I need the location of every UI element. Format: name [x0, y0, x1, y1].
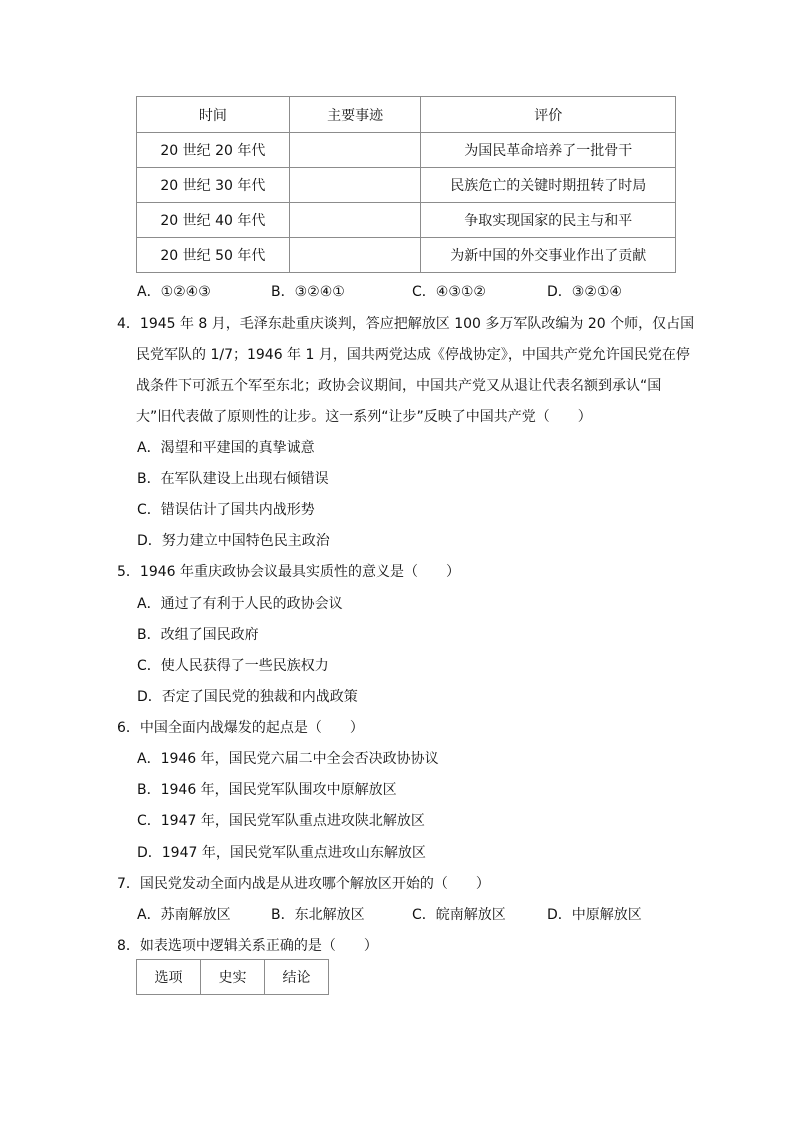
q6-option-b[interactable]: B．1946 年，国民党军队围攻中原解放区: [137, 782, 397, 798]
table-row: [137, 168, 676, 203]
table-header-row: [137, 960, 329, 995]
header-time: 时间: [137, 97, 290, 133]
q4-option-b[interactable]: B．在军队建设上出现右倾错误: [137, 471, 329, 487]
q5-stem: 5．1946 年重庆政协会议最具实质性的意义是（ ）: [117, 564, 460, 580]
q3-option-a[interactable]: A．①②④③: [137, 284, 211, 300]
q3-option-b[interactable]: B．③②④①: [271, 284, 345, 300]
cell-deeds: [289, 203, 421, 238]
cell-evaluation: 争取实现国家的民主与和平: [421, 203, 676, 238]
cell-evaluation: 为国民革命培养了一批骨干: [421, 133, 676, 168]
header-conclusion: 结论: [265, 960, 329, 995]
cell-evaluation: 民族危亡的关键时期扭转了时局: [421, 168, 676, 203]
q4-stem-line-1: 4．1945 年 8 月，毛泽东赴重庆谈判，答应把解放区 100 多万军队改编为 20 个师，仅占国: [117, 316, 695, 332]
header-evaluation: 评价: [421, 97, 676, 133]
q8-stem: 8．如表选项中逻辑关系正确的是（ ）: [117, 938, 378, 954]
q4-stem-line-2: 民党军队的 1/7；1946 年 1 月，国共两党达成《停战协定》，中国共产党允许国民党在停: [136, 347, 690, 363]
q6-stem: 6．中国全面内战爆发的起点是（ ）: [117, 720, 364, 736]
q3-option-d[interactable]: D．③②①④: [547, 284, 622, 300]
cell-time: 20 世纪 30 年代: [137, 168, 290, 203]
q5-option-d[interactable]: D．否定了国民党的独裁和内战政策: [137, 689, 358, 705]
q7-option-b[interactable]: B．东北解放区: [271, 907, 365, 923]
q5-option-a[interactable]: A．通过了有利于人民的政协会议: [137, 596, 343, 612]
q7-option-a[interactable]: A．苏南解放区: [137, 907, 231, 923]
cell-deeds: [289, 168, 421, 203]
q7-stem: 7．国民党发动全面内战是从进攻哪个解放区开始的（ ）: [117, 876, 490, 892]
header-fact: 史实: [201, 960, 265, 995]
cell-time: 20 世纪 40 年代: [137, 203, 290, 238]
q4-option-a[interactable]: A．渴望和平建国的真挚诚意: [137, 440, 315, 456]
q6-option-a[interactable]: A．1946 年，国民党六届二中全会否决政协协议: [137, 751, 439, 767]
cell-evaluation: 为新中国的外交事业作出了贡献: [421, 238, 676, 273]
q6-option-d[interactable]: D．1947 年，国民党军队重点进攻山东解放区: [137, 845, 426, 861]
q4-stem-line-3: 战条件下可派五个军至东北；政协会议期间，中国共产党又从退让代表名额到承认“国: [136, 378, 662, 394]
q8-table: [136, 959, 329, 995]
q5-option-b[interactable]: B．改组了国民政府: [137, 627, 259, 643]
cell-time: 20 世纪 50 年代: [137, 238, 290, 273]
table-row: [137, 203, 676, 238]
cell-deeds: [289, 238, 421, 273]
table-row: [137, 133, 676, 168]
table-row: [137, 238, 676, 273]
q4-option-c[interactable]: C．错误估计了国共内战形势: [137, 502, 315, 518]
header-main-deeds: 主要事迹: [289, 97, 421, 133]
q5-option-c[interactable]: C．使人民获得了一些民族权力: [137, 658, 329, 674]
q7-option-d[interactable]: D．中原解放区: [547, 907, 642, 923]
cell-deeds: [289, 133, 421, 168]
header-option: 选项: [137, 960, 201, 995]
q4-stem-line-4: 大”旧代表做了原则性的让步。这一系列“让步”反映了中国共产党（ ）: [136, 409, 592, 425]
table-header-row: [137, 97, 676, 133]
history-figures-table: [136, 96, 676, 273]
q3-option-c[interactable]: C．④③①②: [412, 284, 486, 300]
cell-time: 20 世纪 20 年代: [137, 133, 290, 168]
q4-option-d[interactable]: D．努力建立中国特色民主政治: [137, 533, 330, 549]
q7-option-c[interactable]: C．皖南解放区: [412, 907, 506, 923]
q6-option-c[interactable]: C．1947 年，国民党军队重点进攻陕北解放区: [137, 813, 425, 829]
